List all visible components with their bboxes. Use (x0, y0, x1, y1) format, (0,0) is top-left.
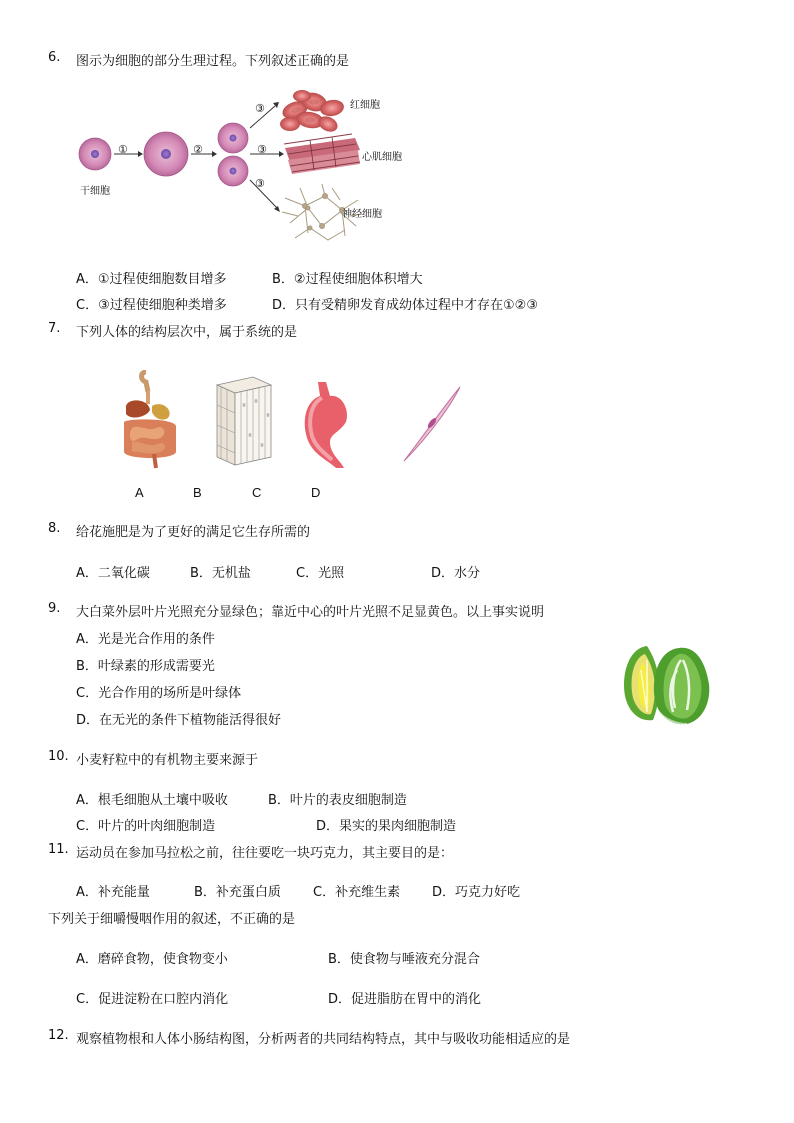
q10-stem: 小麦籽粒中的有机物主要来源于 (76, 753, 259, 768)
q9-number: 9. (48, 601, 61, 616)
q9-option-a: A．光是光合作用的条件 (76, 632, 215, 647)
step-3-label-top: ③ (255, 102, 265, 115)
q6-option-c: C．③过程使细胞种类增多 (76, 298, 227, 313)
q9-option-d: D．在无光的条件下植物能活得很好 (76, 713, 282, 728)
red-cell-label: 红细胞 (350, 100, 380, 111)
chinese-cabbage-image (617, 640, 713, 726)
q11b-stem: 下列关于细嚼慢咽作用的叙述，不正确的是 (48, 912, 296, 927)
cardiac-muscle-cells (284, 134, 360, 174)
q11-option-a: A．补充能量 (76, 885, 150, 900)
stem-cell (79, 138, 111, 170)
q7-number: 7. (48, 321, 61, 336)
q9-option-c: C．光合作用的场所是叶绿体 (76, 686, 242, 701)
epithelial-tissue-image (213, 375, 273, 467)
nerve-cell-label: 神经细胞 (342, 209, 382, 220)
q11-option-c: C．补充维生素 (313, 885, 401, 900)
q8-stem: 给花施肥是为了更好的满足它生存所需的 (76, 525, 311, 540)
q12-number: 12. (48, 1028, 69, 1043)
red-blood-cells (280, 90, 345, 135)
q6-option-d: D．只有受精卵发育成幼体过程中才存在①②③ (272, 298, 538, 313)
q10-option-c: C．叶片的叶肉细胞制造 (76, 819, 216, 834)
q11-stem: 运动员在参加马拉松之前，往往要吃一块巧克力，其主要目的是： (76, 846, 454, 861)
q11-option-d: D．巧克力好吃 (432, 885, 521, 900)
q11b-option-b: B．使食物与唾液充分混合 (328, 952, 480, 967)
stomach-image (300, 382, 350, 470)
q9-option-b: B．叶绿素的形成需要光 (76, 659, 215, 674)
q11b-option-a: A．磨碎食物，使食物变小 (76, 952, 228, 967)
q7-label-d: D (311, 485, 321, 500)
step-1-label: ① (118, 143, 128, 156)
q9-stem: 大白菜外层叶片光照充分显绿色；靠近中心的叶片光照不足显黄色。以上事实说明 (76, 605, 545, 620)
q6-stem: 图示为细胞的部分生理过程。下列叙述正确的是 (76, 54, 350, 69)
q11b-option-c: C．促进淀粉在口腔内消化 (76, 992, 229, 1007)
q6-number: 6. (48, 50, 61, 65)
q6-option-b: B．②过程使细胞体积增大 (272, 272, 423, 287)
q12-stem: 观察植物根和人体小肠结构图，分析两者的共同结构特点，其中与吸收功能相适应的是 (76, 1032, 571, 1047)
stem-cell-label: 干细胞 (80, 186, 110, 197)
q7-stem: 下列人体的结构层次中，属于系统的是 (76, 325, 298, 340)
step-3-label-bottom: ③ (255, 177, 265, 190)
q8-option-b: B．无机盐 (190, 566, 251, 581)
q8-number: 8. (48, 521, 61, 536)
q11-number: 11. (48, 842, 69, 857)
q11-option-b: B．补充蛋白质 (194, 885, 281, 900)
q10-option-a: A．根毛细胞从土壤中吸收 (76, 793, 228, 808)
enlarged-cell (144, 132, 188, 176)
q8-option-a: A．二氧化碳 (76, 566, 150, 581)
q10-option-b: B．叶片的表皮细胞制造 (268, 793, 407, 808)
q6-option-a: A．①过程使细胞数目增多 (76, 272, 227, 287)
q7-label-a: A (135, 485, 144, 500)
q10-number: 10. (48, 749, 69, 764)
q8-option-d: D．水分 (431, 566, 481, 581)
digestive-system-image (118, 370, 182, 470)
q11b-option-d: D．促进脂肪在胃中的消化 (328, 992, 482, 1007)
cardiac-cell-label: 心肌细胞 (362, 152, 402, 163)
q7-label-b: B (193, 485, 202, 500)
divided-cells (218, 123, 248, 186)
q10-option-d: D．果实的果肉细胞制造 (316, 819, 457, 834)
muscle-cell-image (402, 385, 462, 463)
cell-process-figure (70, 88, 430, 248)
step-3-label-mid: ③ (257, 143, 267, 156)
arrows-3 (250, 106, 280, 208)
q7-label-c: C (252, 485, 262, 500)
step-2-label: ② (193, 143, 203, 156)
q8-option-c: C．光照 (296, 566, 345, 581)
